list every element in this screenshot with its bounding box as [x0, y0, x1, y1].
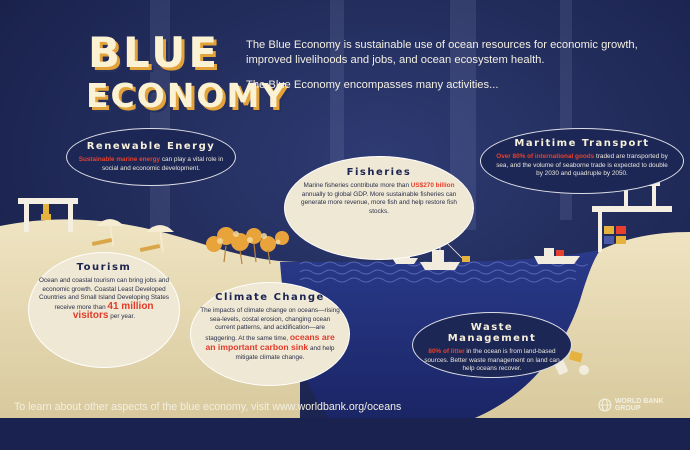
- title-line-1: BLUE: [88, 28, 221, 77]
- renewable-energy-highlight: Sustainable marine energy: [78, 156, 161, 163]
- renewable-energy-card: [78, 141, 224, 173]
- intro-text: The Blue Economy is sustainable use of ocean resources for economic growth, improved livelihoods and jobs, and ocean ecosystem health.: [246, 39, 638, 66]
- climate-change-title: Climate Change: [215, 292, 325, 303]
- tourism-highlight: 41 million visitors: [72, 300, 154, 322]
- fisheries-highlight: US$270 billion: [410, 182, 455, 189]
- tourism-text: Ocean and coastal tourism can bring jobs and economic growth. Coastal Least Developed Countries and Small Island Developing States receive more than: [38, 277, 170, 311]
- climate-change-highlight: oceans are an important carbon sink: [205, 331, 335, 353]
- world-bank-logo: [598, 398, 690, 412]
- title-line-2: ECONOMY: [86, 76, 288, 115]
- waste-management-highlight: 80% of litter: [428, 348, 465, 355]
- tourism-card: [38, 262, 170, 322]
- globe-icon: [598, 398, 612, 412]
- world-bank-logo-text: WORLD BANK GROUP: [614, 398, 664, 412]
- tourism-title: Tourism: [76, 262, 132, 273]
- maritime-transport-card: [492, 138, 672, 179]
- fisheries-card: [300, 167, 458, 216]
- waste-management-card: [424, 322, 560, 374]
- maritime-transport-title: Maritime Transport: [514, 138, 650, 149]
- climate-change-card: [200, 292, 340, 363]
- climate-change-text-2: and help mitigate climate change.: [235, 345, 335, 361]
- climate-change-text: The impacts of climate change on oceans—rising sea-levels, costal erosion, changing ocean current patterns, and acidification—are staggering. At the same time,: [200, 307, 340, 342]
- maritime-transport-text: traded are transported by sea, and the volume of seaborne trade is expected to double by 2030 and quadruple by 2050.: [496, 153, 668, 178]
- intro-subtext: The Blue Economy encompasses many activities...: [246, 79, 499, 91]
- fisheries-title: Fisheries: [346, 167, 412, 178]
- waste-management-title: Waste Management: [447, 322, 537, 344]
- waste-management-text: in the ocean is from land-based sources. Better waste management on land can help oceans recover.: [424, 348, 560, 373]
- tourism-text-2: per year.: [108, 313, 136, 321]
- maritime-transport-highlight: Over 80% of international goods: [496, 153, 595, 160]
- renewable-energy-title: Renewable Energy: [86, 141, 216, 152]
- footer-link-text[interactable]: To learn about other aspects of the blue economy, visit www.worldbank.org/oceans: [14, 401, 402, 413]
- renewable-energy-text: can play a vital role in social and economic development.: [101, 156, 224, 172]
- fisheries-text-1: Marine fisheries contribute more than: [303, 182, 411, 189]
- fisheries-text-2: annually to global GDP. More sustainable fisheries can generate more revenue, more fish and help restore fish stocks.: [301, 190, 457, 215]
